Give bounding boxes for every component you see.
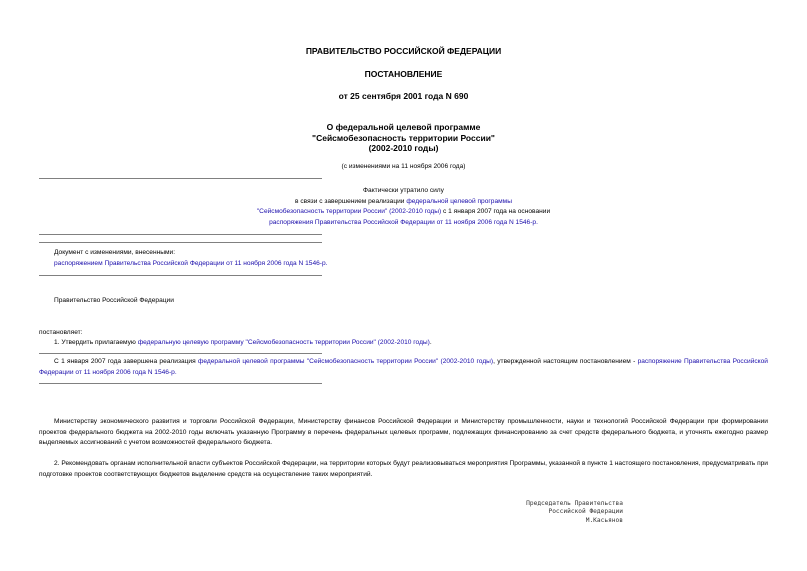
signature-name: М.Касьянов xyxy=(585,516,623,524)
signature-position: Председатель Правительства xyxy=(526,500,623,507)
status-program-link[interactable]: федеральной целевой программы xyxy=(406,197,512,205)
signature-country: Российской Федерации xyxy=(548,508,623,516)
divider xyxy=(39,383,322,384)
changes-order-link[interactable]: распоряжением Правительства Российской Федерации от 11 ноября 2006 года N 1546-р. xyxy=(54,260,328,267)
note-program-link[interactable]: федеральной целевой программы "Сейсмобезопасность территории России" (2002-2010 годы) xyxy=(197,358,494,365)
paragraph-ministries: Министерству экономического развития и торговли Российской Федерации, Министерству финансов Российской Федерации и Министерству промышленности, науки и технологий Российской Федерации при формировании проектов федерального бюджета на 2002-2010 годы включать указанную Программу в перечень федеральных целевых программ, подлежащих финансированию за счет средств федерального бюджета, и уточнять ежегодно размер выделяемых ассигнований с учетом возможностей федерального бюджета. xyxy=(39,418,768,446)
document-title xyxy=(0,122,807,154)
changes-label: Документ с изменениями, внесенными: xyxy=(54,249,176,256)
divider xyxy=(39,275,322,276)
divider xyxy=(39,353,322,354)
amendments-note: (с изменениями на 11 ноября 2006 года) xyxy=(341,163,466,170)
status-program-name-link[interactable]: "Сейсмобезопасность территории России" (2002-2010 годы) xyxy=(256,208,442,215)
divider xyxy=(39,242,322,243)
status-line-1: Фактически утратило силу xyxy=(363,187,444,194)
document-date-number: от 25 сентября 2001 года N 690 xyxy=(338,91,469,101)
item-1: 1. Утвердить прилагаемую федеральную целевую программу "Сейсмобезопасность территории России" (2002-2010 годы). xyxy=(54,339,432,346)
note-order-link[interactable]: распоряжение Правительства Российской Федерации от 11 ноября 2006 года N 1546-р. xyxy=(39,358,768,376)
issuer: Правительство Российской Федерации xyxy=(54,297,174,304)
title-line-2: "Сейсмобезопасность территории России" xyxy=(312,132,495,143)
document-type: ПОСТАНОВЛЕНИЕ xyxy=(364,69,443,79)
status-block xyxy=(0,186,807,228)
status-line-2: в связи с завершением реализации федеральной целевой программы xyxy=(295,197,512,205)
paragraph-2: 2. Рекомендовать органам исполнительной власти субъектов Российской Федерации, на территории которых будут реализовываться мероприятия Программы, указанной в пункте 1 настоящего постановления, предусматривать при подготовке проектов соответствующих бюджетов выделение средств на осуществление таких мероприятий. xyxy=(39,460,768,478)
item-1-program-link[interactable]: федеральную целевую программу "Сейсмобезопасность территории России" (2002-2010 годы) xyxy=(137,339,430,346)
completion-note: С 1 января 2007 года завершена реализация федеральной целевой программы "Сейсмобезопасность территории России" (2002-2010 годы), утвержденной настоящим постановлением - распоряжение Правительства Российской Федерации от 11 ноября 2006 года N 1546-р. xyxy=(39,358,768,376)
signature-block xyxy=(526,500,623,525)
status-order-link[interactable]: распоряжения Правительства Российской Федерации от 11 ноября 2006 года N 1546-р. xyxy=(269,218,538,226)
status-line-4 xyxy=(0,218,807,229)
divider xyxy=(39,178,322,179)
status-line-3: "Сейсмобезопасность территории России" (2002-2010 годы) с 1 января 2007 года на основании xyxy=(256,208,551,215)
government-heading: ПРАВИТЕЛЬСТВО РОССИЙСКОЙ ФЕДЕРАЦИИ xyxy=(305,46,502,56)
resolves-word: постановляет: xyxy=(39,329,83,336)
title-line-1: О федеральной целевой программе xyxy=(326,122,481,132)
divider xyxy=(39,234,322,235)
title-line-3: (2002-2010 годы) xyxy=(368,143,439,154)
